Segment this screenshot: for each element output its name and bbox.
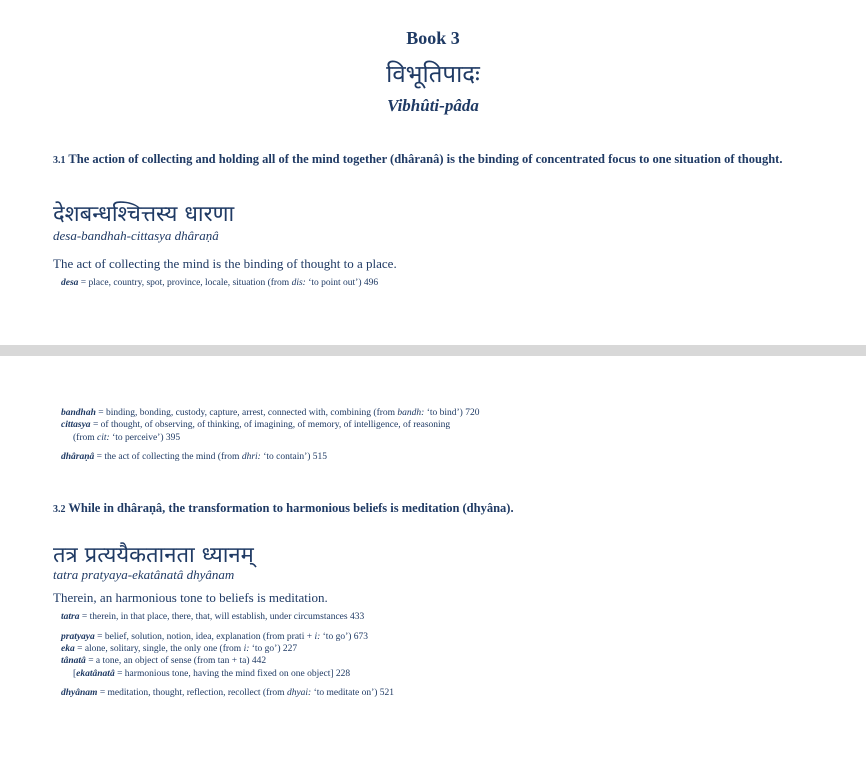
gloss-line — [61, 277, 378, 290]
sutra-translation: The act of collecting the mind is the binding of thought to a place. — [53, 256, 397, 271]
gloss-definition: = harmonious tone, having the mind fixed on one object] 228 — [114, 669, 351, 679]
gloss-root: dis: — [291, 278, 306, 288]
gloss-line — [61, 419, 450, 432]
sutra-translation: Therein, an harmonious tone to beliefs is meditation. — [53, 590, 328, 605]
devanagari-title: विभूतिपादः — [386, 60, 480, 88]
gloss-suffix: ‘to contain’) 515 — [260, 452, 328, 462]
gloss-line — [61, 611, 364, 624]
sutra-heading — [53, 501, 514, 517]
page-2 — [0, 356, 866, 764]
book-title: Book 3 — [406, 28, 460, 48]
page-separator — [0, 345, 866, 356]
gloss-term: desa — [61, 278, 79, 288]
gloss-term: cittasya — [61, 420, 91, 430]
gloss-root: cit: — [97, 433, 110, 443]
gloss-term: bandhah — [61, 408, 96, 418]
gloss-term: tânatâ — [61, 656, 86, 666]
gloss-suffix: ‘to point out’) 496 — [305, 278, 379, 288]
gloss-line — [61, 407, 479, 420]
sutra-heading-text: The action of collecting and holding all of the mind together (dhâranâ) is the binding of concentrated focus to one situation of thought. — [68, 152, 783, 166]
gloss-term: tatra — [61, 612, 80, 622]
gloss-term: dhâraṇâ — [61, 452, 95, 462]
gloss-line — [61, 687, 394, 700]
gloss-definition: = belief, solution, notion, idea, explanation (from prati + — [94, 632, 315, 642]
gloss-term: dhyânam — [61, 688, 98, 698]
sutra-number: 3.2 — [53, 504, 66, 515]
sutra-number: 3.1 — [53, 155, 66, 166]
gloss-definition: = of thought, of observing, of thinking, of imagining, of memory, of intelligence, of reasoning — [90, 420, 451, 430]
gloss-root: bandh: — [397, 408, 425, 418]
gloss-definition: = therein, in that place, there, that, will establish, under circumstances 433 — [79, 612, 365, 622]
gloss-definition: (from — [73, 433, 98, 443]
sutra-heading — [53, 152, 793, 168]
gloss-suffix: ‘to perceive’) 395 — [109, 433, 181, 443]
gloss-root: dhyai: — [286, 688, 312, 698]
gloss-term: pratyaya — [61, 632, 95, 642]
gloss-definition: = the act of collecting the mind (from — [94, 452, 242, 462]
sutra-devanagari: तत्र प्रत्ययैकतानता ध्यानम् — [53, 543, 254, 568]
gloss-line-continued — [73, 432, 180, 445]
gloss-line-compound: [ekatânatâ = harmonious tone, having the mind fixed on one object] 228 — [73, 669, 351, 679]
gloss-definition: = binding, bonding, custody, capture, arrest, connected with, combining (from — [95, 408, 398, 418]
page-1 — [0, 0, 866, 345]
gloss-root: dhri: — [241, 452, 261, 462]
gloss-line — [61, 631, 368, 644]
gloss-suffix: ‘to bind’) 720 — [424, 408, 480, 418]
gloss-line — [61, 643, 297, 656]
gloss-suffix: ‘to go’) 227 — [249, 644, 298, 654]
transliterated-title: Vibhûti-pâda — [387, 96, 479, 115]
sutra-transliteration: desa-bandhah-cittasya dhâraṇâ — [53, 228, 219, 243]
gloss-root: i: — [243, 644, 250, 654]
gloss-definition: = alone, solitary, single, the only one (from — [74, 644, 244, 654]
gloss-suffix: ‘to meditate on’) 521 — [311, 688, 395, 698]
gloss-definition: = a tone, an object of sense (from tan + ta) 442 — [85, 656, 267, 666]
gloss-line — [61, 451, 327, 464]
gloss-definition: = place, country, spot, province, locale, situation (from — [78, 278, 292, 288]
gloss-term: ekatânatâ — [76, 669, 115, 679]
gloss-line — [61, 655, 266, 668]
gloss-suffix: ‘to go’) 673 — [320, 632, 369, 642]
gloss-definition: = meditation, thought, reflection, recollect (from — [97, 688, 287, 698]
sutra-heading-text: While in dhâraṇâ, the transformation to harmonious beliefs is meditation (dhyâna). — [68, 501, 514, 515]
sutra-transliteration: tatra pratyaya-ekatânatâ dhyânam — [53, 567, 235, 582]
gloss-root: i: — [314, 632, 321, 642]
sutra-devanagari: देशबन्धश्चित्तस्य धारणा — [53, 202, 235, 227]
gloss-term: eka — [61, 644, 75, 654]
